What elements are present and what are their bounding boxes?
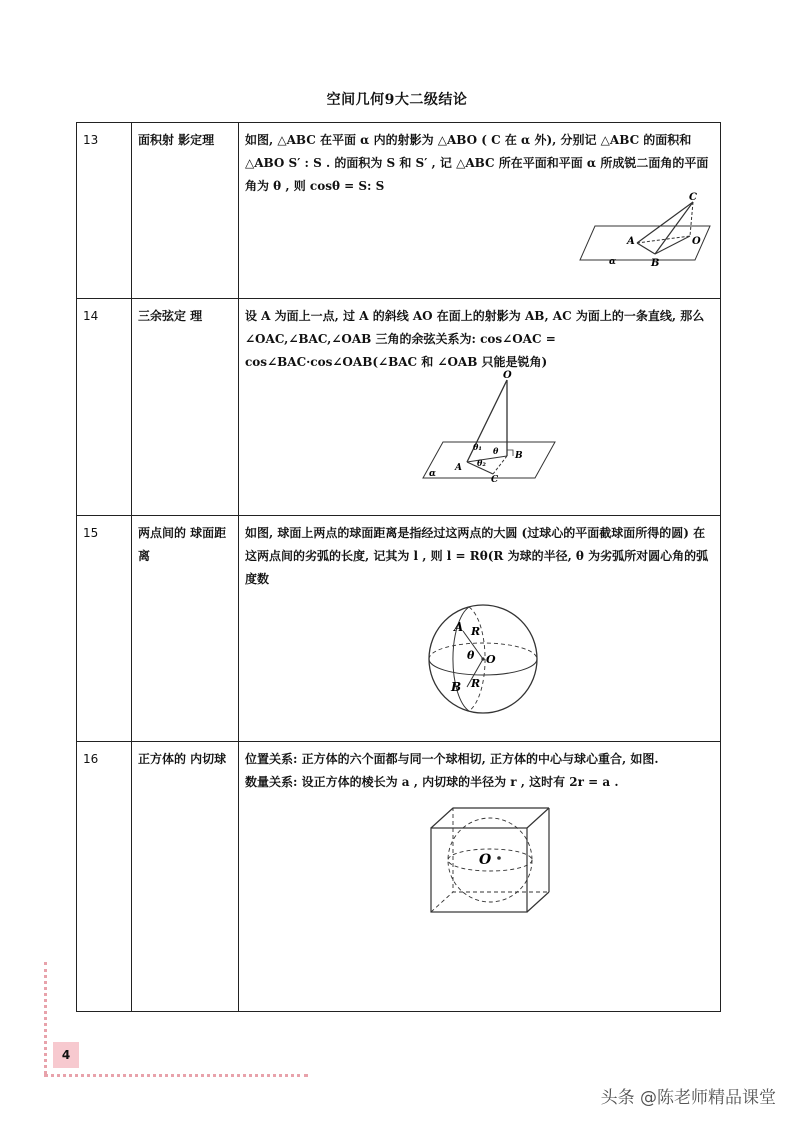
table-row [77, 299, 721, 516]
theorem-content [239, 742, 721, 1012]
label-alpha: α [609, 257, 616, 267]
row-number: 16 [77, 742, 132, 1012]
decorative-dotted-border-horizontal [44, 1074, 308, 1077]
label-b: B [515, 451, 523, 461]
label-r-upper: R [471, 625, 481, 638]
table-row [77, 516, 721, 742]
label-a: A [454, 620, 464, 634]
theorem-text: 如图, △ABC 在平面 α 内的射影为 △ABO ( C 在 α 外), 分别记 △ABC 的面积和 △ABO S′ : S . 的面积为 S 和 S′ , 记 △ABC 所在平面和平面 α 所成锐二面角的平面角为 θ , 则 cosθ = S: S [245, 133, 709, 193]
theorem-text-quantity: 数量关系: 设正方体的棱长为 a , 内切球的半径为 r , 这时有 2r = a . [245, 775, 619, 789]
page-title: 空间几何9大二级结论 [326, 92, 468, 108]
label-theta: θ [493, 446, 499, 456]
label-o: O [503, 370, 512, 381]
label-theta1: θ₁ [473, 442, 482, 452]
theorem-text: 如图, 球面上两点的球面距离是指经过这两点的大圆 (过球心的平面截球面所得的圆) 在这两点间的劣弧的长度, 记其为 l , 则 l = Rθ(R 为球的半径, θ 为劣弧所对圆心角的弧度数 [245, 526, 709, 586]
label-b: B [651, 258, 660, 269]
label-a: A [455, 463, 462, 473]
label-b: B [451, 680, 462, 694]
conclusions-table [76, 122, 721, 1012]
row-number: 15 [77, 516, 132, 742]
theorem-content [239, 123, 721, 299]
table-row [77, 123, 721, 299]
label-theta: θ [467, 649, 475, 662]
label-c: C [491, 475, 499, 485]
theorem-content [239, 516, 721, 742]
sphere-distance-figure [245, 591, 715, 721]
label-theta2: θ₂ [477, 458, 486, 468]
row-number: 13 [77, 123, 132, 299]
three-cosine-figure [245, 370, 715, 485]
theorem-name: 两点间的 球面距离 [132, 516, 239, 742]
label-o: O [479, 852, 492, 868]
label-c: C [689, 192, 697, 203]
label-a: A [627, 236, 635, 247]
label-o: O [486, 653, 496, 666]
cube-inscribed-sphere-figure [245, 794, 715, 914]
page-number: 4 [53, 1042, 79, 1068]
watermark: 头条 @陈老师精品课堂 [600, 1088, 776, 1108]
theorem-name: 三余弦定 理 [132, 299, 239, 516]
label-o: O [692, 236, 701, 247]
decorative-dotted-border-vertical [44, 962, 47, 1074]
label-alpha: α [429, 469, 436, 479]
theorem-name: 面积射 影定理 [132, 123, 239, 299]
label-r-lower: R [471, 677, 481, 690]
theorem-text: 位置关系: 正方体的六个面都与同一个球相切, 正方体的中心与球心重合, 如图. [245, 752, 659, 766]
row-number: 14 [77, 299, 132, 516]
theorem-content [239, 299, 721, 516]
theorem-text: 设 A 为面上一点, 过 A 的斜线 AO 在面上的射影为 AB, AC 为面上的一条直线, 那么 ∠OAC,∠BAC,∠OAB 三角的余弦关系为: cos∠OAC = cos∠BAC·cos∠OAB(∠BAC 和 ∠OAB 只能是锐角) [245, 309, 705, 369]
theorem-name: 正方体的 内切球 [132, 742, 239, 1012]
table-row [77, 742, 721, 1012]
projection-area-figure [245, 192, 715, 278]
